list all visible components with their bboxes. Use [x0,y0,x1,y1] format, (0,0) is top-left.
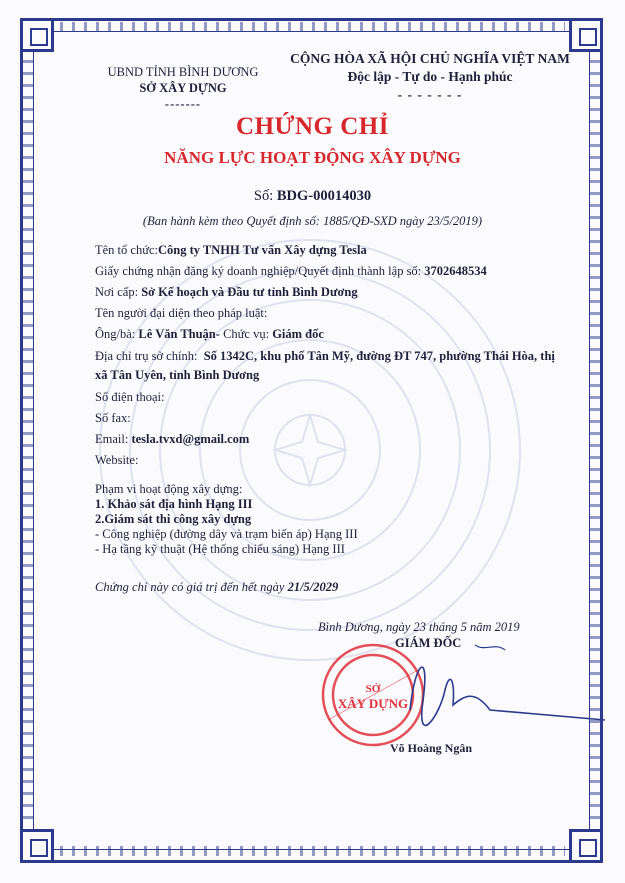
corner-ornament [20,829,54,863]
place-value: Sở Kế hoạch và Đầu tư tỉnh Bình Dương [141,285,358,299]
authority-line1: UBND TỈNH BÌNH DƯƠNG [107,65,259,79]
certificate-number [0,188,625,205]
address-row [95,347,570,385]
representative-label: Tên người đại diện theo pháp luật: [95,306,268,320]
signing-date: Bình Dương, ngày 23 tháng 5 năm 2019 [318,620,520,634]
signer-title: GIÁM ĐỐC [395,636,462,650]
national-motto [265,50,595,104]
position-value: Giám đốc [272,327,324,341]
corner-ornament [20,18,54,52]
position-label: Chức vụ: [223,327,270,341]
reg-label: Giấy chứng nhận đăng ký doanh nghiệp/Quyết định thành lập số: [95,264,422,278]
validity-statement [95,580,338,595]
address-label: Địa chỉ trụ sở chính: [95,349,198,363]
svg-text:SỞ: SỞ [365,683,381,695]
registration-row [95,261,570,282]
issuing-authority [88,64,278,112]
activity-scope [95,482,570,557]
org-row [95,240,570,261]
motto-line1: CỘNG HÒA XÃ HỘI CHỦ NGHĨA VIỆT NAM [290,51,570,66]
scope-sub-1: - Công nghiệp (đường dây và trạm biến áp) Hạng III [95,527,358,541]
org-value: Công ty TNHH Tư vấn Xây dựng Tesla [158,243,367,257]
border-pattern-left [23,60,33,823]
scope-label: Phạm vi hoạt động xây dựng: [95,482,243,496]
person-label: Ông/bà: [95,327,136,341]
email-value: tesla.tvxd@gmail.com [131,432,250,446]
email-label: Email: [95,432,129,446]
corner-ornament [569,18,603,52]
certificate-title: CHỨNG CHỈ [236,113,389,140]
org-label: Tên tổ chức: [95,243,159,257]
handwritten-signature [395,640,615,740]
scope-sub-2: - Hạ tầng kỹ thuật (Hệ thống chiếu sáng) Hạng III [95,542,345,556]
certificate-subtitle: NĂNG LỰC HOẠT ĐỘNG XÂY DỰNG [164,148,461,167]
person-row [95,324,570,345]
reg-value: 3702648534 [424,264,487,278]
border-pattern-top [60,22,565,32]
authority-dashes: ------- [164,97,202,111]
fax-label: Số fax: [95,411,131,425]
place-row [95,282,570,303]
place-label: Nơi cấp: [95,285,139,299]
certificate-details [95,240,570,471]
website-label: Website: [95,453,139,467]
corner-ornament [569,829,603,863]
issued-note: (Ban hành kèm theo Quyết định số: 1885/QĐ-SXD ngày 23/5/2019) [142,214,483,228]
authority-line2: SỞ XÂY DỰNG [139,81,227,95]
email-row [95,429,570,450]
validity-date: 21/5/2029 [287,580,339,594]
address-value: Số 1342C, khu phố Tân Mỹ, đường ĐT 747, phường Thái Hòa, thị xã Tân Uyên, tỉnh Bình Dương [95,349,555,382]
person-value: Lê Văn Thuận- [138,327,220,341]
scope-item-2: 2.Giám sát thi công xây dựng [95,512,252,526]
number-label: Số: [253,188,274,204]
number-value: BDG-00014030 [276,188,372,204]
signer-name: Võ Hoàng Ngân [390,741,473,755]
motto-dashes: - - - - - - - [397,87,463,102]
validity-text: Chứng chỉ này có giá trị đến hết ngày [95,580,285,594]
svg-text:XÂY DỰNG: XÂY DỰNG [337,696,409,711]
border-pattern-bottom [60,846,565,856]
scope-item-1: 1. Khảo sát địa hình Hạng III [95,497,253,511]
phone-label: Số điện thoại: [95,390,165,404]
motto-line2: Độc lập - Tự do - Hạnh phúc [347,69,513,84]
